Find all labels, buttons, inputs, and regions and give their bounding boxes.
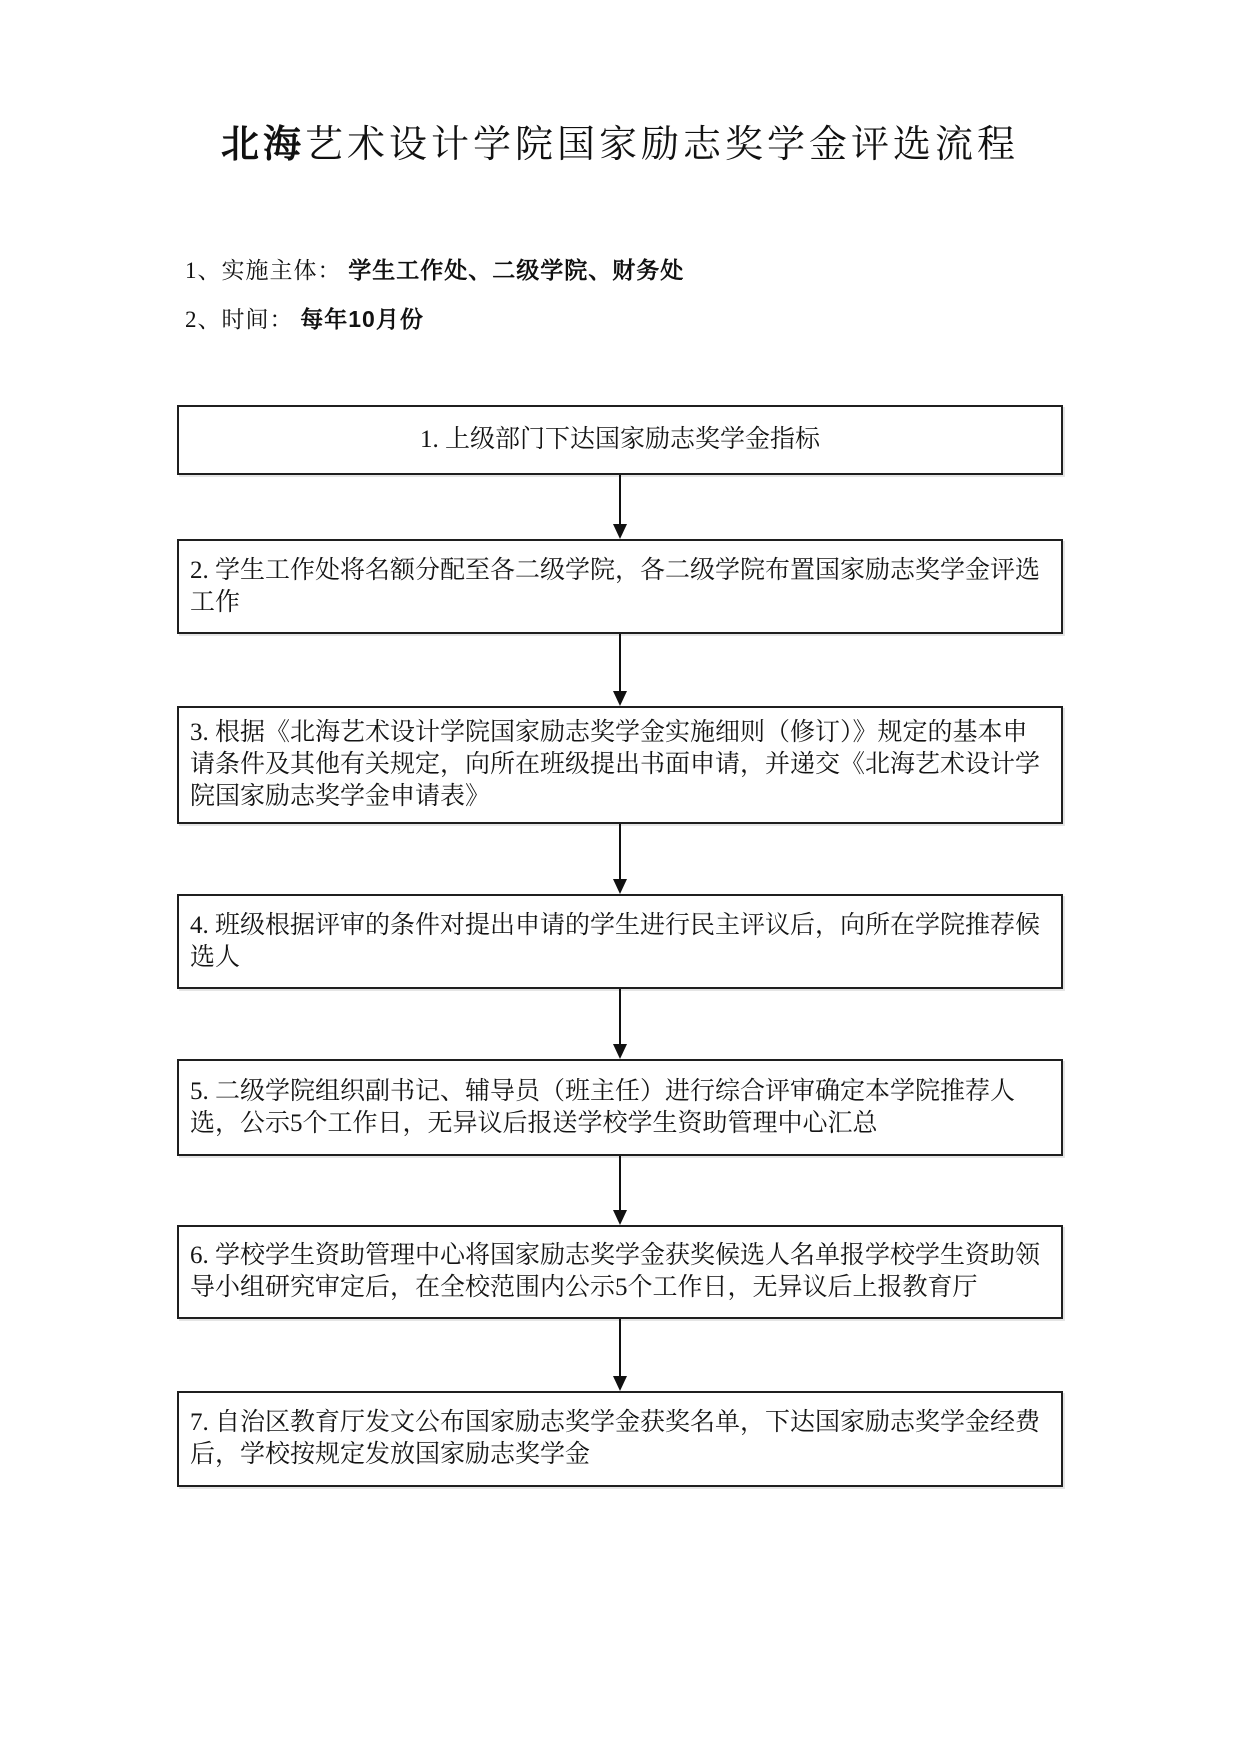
page-title-bold-part: 北海 [220,124,305,167]
flow-step-text: 4. 班级根据评审的条件对提出申请的学生进行民主评议后，向所在学院推荐候选人 [190,911,1041,971]
meta-list [185,255,1063,335]
arrow-down-icon [613,524,627,539]
arrow-line [619,1156,621,1211]
meta-item-time [185,304,1063,335]
flow-step-1 [177,405,1063,475]
arrow-down-icon [613,691,627,706]
flow-step-text: 3. 根据《北海艺术设计学院国家励志奖学金实施细则（修订）》规定的基本申请条件及其他有关规定，向所在班级提出书面申请，并递交《北海艺术设计学院国家励志奖学金申请表》 [190,719,1041,811]
flow-arrow-4 [177,989,1063,1059]
flow-step-text: 2. 学生工作处将名额分配至各二级学院，各二级学院布置国家励志奖学金评选工作 [190,556,1041,616]
flow-arrow-5 [177,1156,1063,1225]
flow-step-text: 1. 上级部门下达国家励志奖学金指标 [419,426,820,454]
meta-item-subject [185,255,1063,286]
flow-step-5 [177,1059,1063,1156]
flow-step-7 [177,1391,1063,1487]
flow-step-4 [177,894,1063,989]
arrow-line [619,824,621,880]
flow-arrow-3 [177,824,1063,894]
meta-item-value: 学生工作处、二级学院、财务处 [348,257,685,284]
flowchart [177,405,1063,1487]
flow-arrow-2 [177,634,1063,706]
meta-item-prefix: 2、时间： [185,307,294,333]
arrow-line [619,634,621,692]
flow-arrow-6 [177,1319,1063,1391]
arrow-down-icon [613,1210,627,1225]
arrow-down-icon [613,879,627,894]
flow-step-text: 5. 二级学院组织副书记、辅导员（班主任）进行综合评审确定本学院推荐人选，公示5个工作日，无异议后报送学校学生资助管理中心汇总 [190,1077,1016,1137]
flow-step-2 [177,539,1063,634]
arrow-down-icon [613,1376,627,1391]
flow-step-text: 7. 自治区教育厅发文公布国家励志奖学金获奖名单，下达国家励志奖学金经费后，学校按规定发放国家励志奖学金 [190,1409,1041,1469]
meta-item-prefix: 1、实施主体： [185,258,342,284]
page-title-rest-part: 艺术设计学院国家励志奖学金评选流程 [305,124,1020,167]
arrow-line [619,1319,621,1377]
arrow-line [619,475,621,525]
arrow-down-icon [613,1044,627,1059]
flow-step-6 [177,1225,1063,1319]
page-title [177,25,1063,169]
flow-step-3 [177,706,1063,824]
arrow-line [619,989,621,1045]
page-content [177,25,1063,1487]
meta-item-value: 每年10月份 [300,306,424,333]
flow-arrow-1 [177,475,1063,539]
flow-step-text: 6. 学校学生资助管理中心将国家励志奖学金获奖候选人名单报学校学生资助领导小组研究审定后，在全校范围内公示5个工作日，无异议后上报教育厅 [190,1242,1041,1302]
